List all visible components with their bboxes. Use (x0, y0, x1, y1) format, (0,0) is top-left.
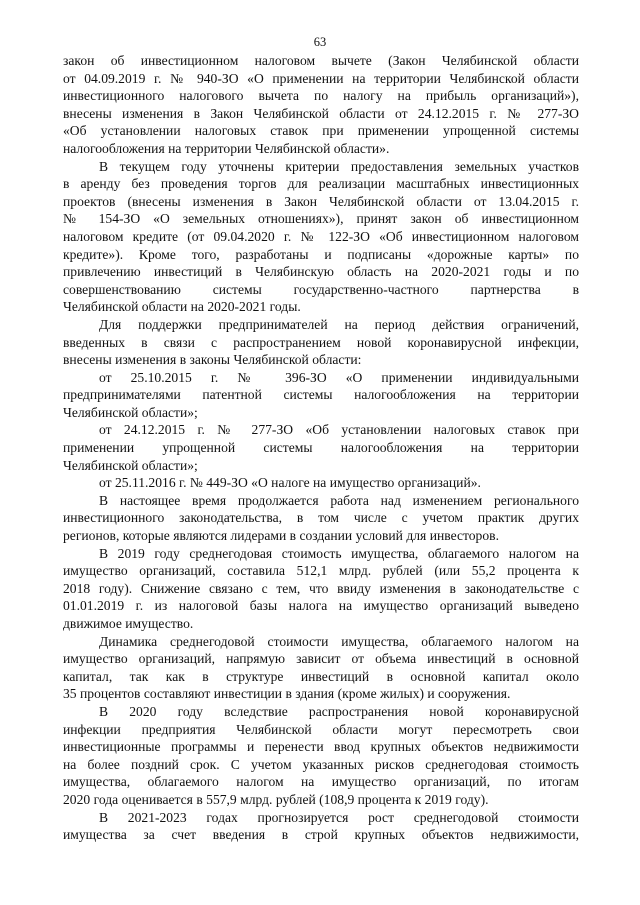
text-line: закон об инвестиционном налоговом вычете (Закон Челябинской области (63, 53, 579, 68)
text-line: В настоящее время продолжается работа над изменением регионального (99, 492, 579, 508)
text-line: В 2019 году среднегодовая стоимость имущества, облагаемого налогом на (99, 545, 579, 561)
text-line: инвестиционного налогового вычета по налогу на прибыль организаций»), (63, 88, 579, 104)
text-line: № 154-ЗО «О земельных отношениях»), принят закон об инвестиционном (63, 211, 579, 227)
text-line: применении упрощенной системы налогообложения на территории (63, 440, 579, 456)
text-line: привлечению инвестиций в Челябинскую область на 2020-2021 годы и по (63, 264, 579, 280)
text-line: введенных в связи с распространением новой коронавирусной инфекции, (63, 334, 579, 350)
page-number: 63 (313, 35, 327, 49)
text-line: на более поздний срок. С учетом указанных рисков среднегодовая стоимость (63, 756, 579, 772)
document-body (63, 52, 579, 844)
text-line: инвестиционного законодательства, в том числе с учетом практик других (63, 510, 579, 526)
text-line: внесены изменения в Закон Челябинской области от 24.12.2015 г. № 277-ЗО (63, 105, 579, 121)
text-line: 35 процентов составляют инвестиции в здания (кроме жилых) и сооружения. (63, 686, 511, 702)
text-line: Челябинской области на 2020-2021 годы. (63, 299, 301, 315)
text-line: «Об установлении налоговых ставок при применении упрощенной системы (63, 123, 579, 139)
text-line: 2018 году). Снижение связано с тем, что ввиду изменения в законодательстве с (63, 580, 579, 596)
text-line: от 25.11.2016 г. № 449-ЗО «О налоге на имущество организаций». (99, 475, 481, 491)
text-line: совершенствованию системы государственно-частного партнерства в (63, 281, 579, 297)
text-line: Челябинской области»; (63, 404, 198, 420)
text-line: 2020 года оценивается в 557,9 млрд. рублей (108,9 процента к 2019 году). (63, 791, 489, 807)
text-line: инвестиционные программы и перенести ввод крупных объектов недвижимости (63, 739, 579, 755)
text-line: имущества за счет введения в строй крупных объектов недвижимости, (63, 827, 579, 843)
text-line: внесены изменения в законы Челябинской области: (63, 352, 362, 368)
text-line: от 25.10.2015 г. № 396-ЗО «О применении индивидуальными (99, 369, 579, 385)
text-line: капитал, так как в структуре инвестиций в основной капитал около (63, 668, 579, 684)
text-line: инфекции предприятия Челябинской области могут пересмотреть свои (63, 721, 579, 737)
text-line: В 2021-2023 годах прогнозируется рост среднегодовой стоимости (99, 809, 579, 825)
text-line: налоговом кредите (от 09.04.2020 г. № 122-ЗО «Об инвестиционном налоговом (63, 228, 579, 244)
text-line: от 24.12.2015 г. № 277-ЗО «Об установлении налоговых ставок при (99, 422, 579, 438)
text-line: предпринимателями патентной системы налогообложения на территории (63, 387, 579, 403)
text-line: В текущем году уточнены критерии предоставления земельных участков (99, 158, 579, 174)
text-line: в аренду без проведения торгов для реализации масштабных инвестиционных (63, 176, 579, 192)
text-line: Динамика среднегодовой стоимости имущества, облагаемого налогом на (99, 633, 579, 649)
text-line: движимое имущество. (63, 616, 194, 631)
text-line: кредите»). Кроме того, разработаны и подписаны «дорожные карты» по (63, 246, 579, 262)
text-line: Для поддержки предпринимателей на период действия ограничений, (99, 316, 579, 332)
text-line: налогообложения на территории Челябинской области». (63, 140, 390, 156)
text-line: проектов (внесены изменения в Закон Челябинской области от 13.04.2015 г. (63, 193, 579, 209)
text-line: Челябинской области»; (63, 457, 198, 473)
text-line: имущества, облагаемого налогом на имущество организаций, по итогам (63, 774, 579, 790)
text-line: 01.01.2019 г. из налоговой базы налога на имущество организаций выведено (63, 598, 579, 614)
text-line: от 04.09.2019 г. № 940-ЗО «О применении на территории Челябинской области (63, 70, 579, 86)
text-line: имущество организаций, напрямую зависит от объема инвестиций в основной (63, 651, 579, 667)
text-line: В 2020 году вследствие распространения новой коронавирусной (99, 703, 579, 719)
text-line: регионов, которые являются лидерами в создании условий для инвесторов. (63, 528, 499, 544)
text-line: имущество организаций, составила 512,1 млрд. рублей (или 55,2 процента к (63, 563, 579, 579)
